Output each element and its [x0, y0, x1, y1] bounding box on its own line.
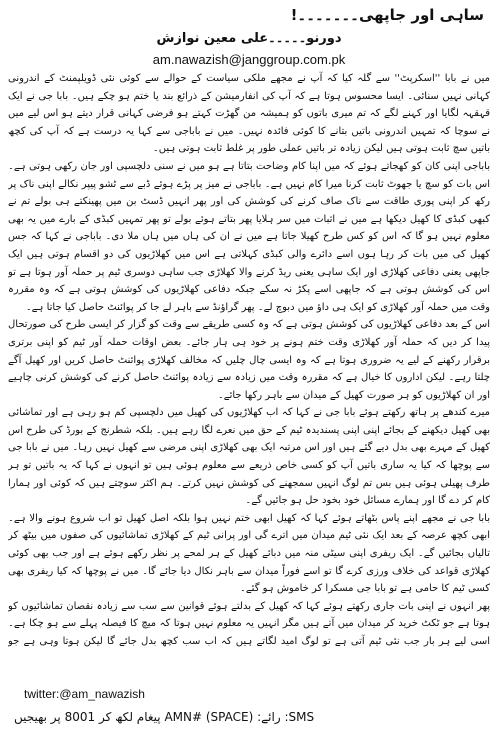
- body-paragraph: بابا جی نے مجھے اپنے پاس بٹھاتے ہوئے کہا کہ کھیل ابھی ختم نہیں ہوا بلکہ اصل کھیل تو اب شروع ہونے والا ہے۔ ابھی کچھ عرصہ کے بعد ایک نئی ٹیم میدان میں اترے گی اور پرانی ٹیم کے کھلاڑی تماشائیوں کی صفوں میں بیٹھ کر تالیاں بجائیں گے۔ ایک ریفری اپنی سیٹی منہ میں دبائے کھیل کے ہر لمحے پر نظر رکھے ہوئے ہے اور جب بھی کوئی کھلاڑی قواعد کی خلاف ورزی کرے گا تو اسے فوراً میدان سے باہر نکال دیا جائے گا۔ میں نے پوچھا کہ کیا ریفری بھی کسی ٹیم کا حامی ہے تو بابا جی مسکرا کر خاموش ہو گئے۔: [8, 512, 490, 595]
- body-paragraph: اس کے بعد دفاعی کھلاڑیوں کی کوشش ہوتی ہے کہ وہ کسی طریقے سے وقت کو گزار کر ایسی طرح کی صورتحال پیدا کر دیں کہ حملہ آور کھلاڑی وقت ختم ہونے پر خود ہی ہار جائے۔ بعض اوقات حملہ آور ٹیم کو اپنی برتری برقرار رکھنے کے لیے یہ ضروری ہوتا ہے کہ وہ ایسی چال چلیں کہ مخالف کھلاڑی پوائنٹ حاصل کریں اور کھیل آگے چلتا رہے۔ لیکن اداروں کا خیال ہے کہ مقررہ وقت میں زیادہ سے زیادہ پوائنٹ حاصل کرنے کی کوشش کرنی چاہیے اور ان کھلاڑیوں کو ہر صورت کھیل کے میدان سے باہر رکھا جائے۔: [8, 319, 490, 401]
- body-paragraph: میرے کندھے پر ہاتھ رکھتے ہوئے بابا جی نے کہا کہ اب کھلاڑیوں کی کھیل میں دلچسپی کم ہو رہی ہے اور تماشائی بھی کھیل دیکھنے کے بجائے اپنی اپنی پسندیدہ ٹیم کے حق میں نعرے لگا رہے ہیں۔ بلکہ شطرنج کے بورڈ کی طرح اس کھیل کے مہرے بھی بدل دیے گئے ہیں اور اس مرتبہ ایک بھی کھلاڑی اپنی مرضی سے کھیل نہیں رہا۔ میں نے بابا جی سے پوچھا کہ کیا یہ ساری باتیں آپ کو کسی خاص ذریعے سے معلوم ہوئی ہیں تو انہوں نے کہا کہ یہ باتیں تو ہر طرف پھیلی ہوئی ہیں بس تم لوگ انہیں سمجھنے کی کوشش نہیں کرتے۔ ہم اکثر سوچتے ہیں کہ کوئی اور ہمارا کام کر دے گا اور ہمارے مسائل خود بخود حل ہو جائیں گے۔: [8, 407, 490, 507]
- twitter-handle: twitter:@am_nawazish: [24, 687, 145, 701]
- sms-instructions: SMS: رائے: AMN# (SPACE) پیغام لکھ کر 8001 پر بھیجیں: [14, 710, 315, 724]
- body-paragraph: باباجی اپنی کان کو کھجاتے ہوئے کہ میں اپنا کام وضاحت بتاتا ہے ہو میں نے سنی دلچسپی اور جان رکھی ہوتی ہے۔ اس بات کو سچ یا جھوٹ ثابت کرنا میرا کام نہیں ہے۔ باباجی نے میز پر پڑے ہوئے ڈبے سے ٹشو پیپر نکالے اپنی ناک پر رکھ کر اپنی پوری طاقت سے ناک صاف کرنے کی کوشش کی اور پھر انہیں ڈسٹ بن میں پھینکتے ہی بولے تم نے کبھی کبڈی کا کھیل دیکھا ہے میں نے اثبات میں سر ہلایا پھر بتاتے ہوئے بولے تو پھر تمہیں کبڈی کے بارے میں یہ بھی معلوم نہیں ہو گا کہ اس کو کس طرح کھیلا جاتا ہے میں نے ان کی ہاں میں ہاں ملا دی۔ باباجی نے کہا کہ جس کھیل کی میں بات کر رہا ہوں اسے دائرے والی کبڈی کہلاتی ہے اس میں کھلاڑیوں کی دو اقسام ہوتی ہیں ایک جاپھی یعنی دفاعی کھلاڑی اور ایک ساہی یعنی ریڈ کرنے والا کھلاڑی جب ساہی دوسری ٹیم پر حملہ آور ہوتا ہے تو اس کی کوشش ہوتی ہے کہ جاپھی اسے پکڑ نہ سکے جبکہ دفاعی کھلاڑیوں کی کوشش ہوتی ہے کہ وہ مقررہ وقت میں حملہ آور کھلاڑی کو ایک ہی داؤ میں دبوچ لے۔ پھر گراؤنڈ سے باہر لے جا کر پوائنٹ حاصل کیا جاتا ہے۔: [8, 160, 490, 313]
- column-title: ساہی اور جاپھی۔۔۔۔۔۔۔!: [290, 6, 484, 24]
- author-email: am.nawazish@janggroup.com.pk: [152, 52, 346, 67]
- body-paragraph: پھر انہوں نے اپنی بات جاری رکھتے ہوئے کہا کہ کھیل کے بدلتے ہوئے قوانین سے سب سے زیادہ نقصان تماشائیوں کو ہوتا ہے جو ٹکٹ خرید کر میدان میں آتے ہیں مگر انہیں یہ معلوم نہیں ہوتا کہ میچ کا فیصلہ پہلے سے ہو چکا ہے۔ اسی لیے ہر بار جب نئی ٹیم آتی ہے تو لوگ امید لگاتے ہیں کہ اب سب کچھ بدل جائے گا لیکن ہوتا وہی ہے جو: [8, 600, 490, 647]
- column-byline: دورنو۔۔۔۔۔علی معین نوازش: [156, 31, 342, 46]
- column-body: [8, 70, 490, 650]
- body-paragraph: میں نے بابا ''اسکرپٹ'' سے گلہ کیا کہ آپ نے مجھے ملکی سیاست کے حوالے سے کوئی نئی ڈویلپمنٹ کے اندرونی کہانی نہیں سنائی۔ ایسا محسوس ہوتا ہے کہ آپ کی انفارمیشن کے ذرائع بند یا ختم ہو چکے ہیں۔ بابا جی نے ایک قہقہہ لگایا اور کہنے لگے کہ تم میری باتوں کو ہمیشہ من گھڑت کہتے ہو فرضی کہانی قرار دیتے ہو اس لیے میں نے سوچا کہ تمہیں اندرونی باتیں بتانے کا کوئی فائدہ نہیں۔ میں نے باباجی سے کہا یہ درست ہے کہ آپ کی کچھ باتیں سچ ثابت ہوتی ہیں لیکن زیادہ تر باتیں عملی طور پر غلط ثابت ہوتی ہیں۔: [8, 73, 490, 155]
